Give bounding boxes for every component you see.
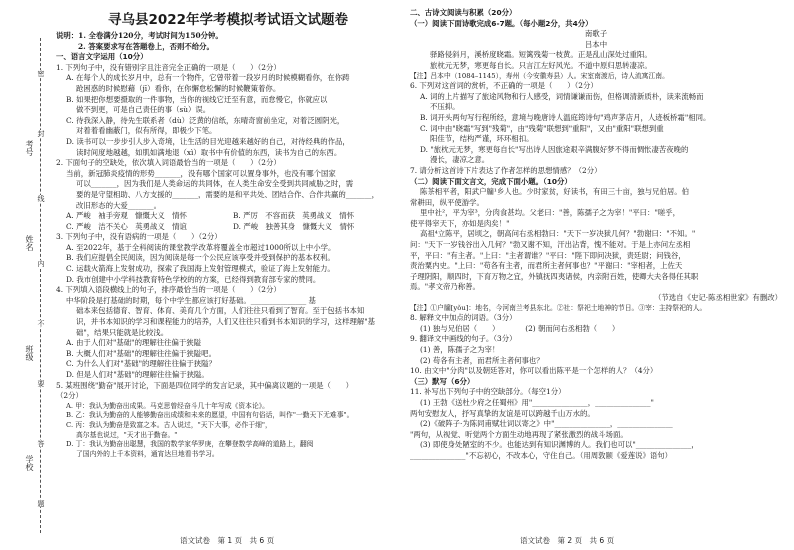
question-5: 5. 某班围绕"勤奋"展开讨论，下面是四位同学的发言记录，其中偏离议题的一项是（ ） <box>56 380 354 390</box>
class-label: 班级 <box>25 345 34 361</box>
option-b: B. 大概人们对"基础"的理解往往偏于狭隘吧。 <box>66 348 216 358</box>
options-row <box>56 222 400 233</box>
seal-mark: 要 <box>37 380 45 387</box>
seal-mark: 内 <box>37 260 45 267</box>
exam-no-label: 考号 <box>25 140 34 156</box>
question-5-score: （2分） <box>56 391 83 401</box>
question-6: 6. 下列对这首词的赏析，不正确的一项是（ ）（2分） <box>410 81 598 91</box>
option-c: C. 丙：我认为勤奋是致富之本。古人说过，"天下大事，必作于细"， <box>66 420 272 429</box>
question-4: 4. 下列填入语段横线上的句子，排序最恰当的一项是（ ）（2分） <box>56 285 281 295</box>
question-11-item-cont: _______________"不忘初心，不改本心，守住自己。（用周敦颐《爱莲说》语句） <box>410 450 673 460</box>
left-column <box>56 8 400 459</box>
classical-text-line: 焉。"孝文帝乃称善。 <box>410 282 480 292</box>
option-b: B. 我们应提倡全民阅读，因为阅读是每一个公民应该享受并受到保护的基本权利。 <box>66 253 335 263</box>
binding-strip <box>0 0 52 550</box>
section-heading: 一、语言文字运用（10分） <box>56 52 148 62</box>
passage-line: 础"，结果只能就是比较浅。 <box>76 327 169 337</box>
passage-line: 要的是守望相助、八方支援的_______，需要的是和平共处、团结合作、合作共赢的_______， <box>76 189 380 199</box>
seal-mark: 答 <box>37 440 45 447</box>
exam-note-1: 说明：1. 全卷满分120分，考试时间为150分钟。 <box>56 31 223 40</box>
option-d-cont: 了国内外的上千本资料，通宵达旦地看书学习。 <box>76 449 219 458</box>
option-c: C. 运载火箭海上发射成功，探索了我国海上发射管理模式，验证了海上发射能力。 <box>66 264 335 274</box>
passage-line: 可以_______，因为我们是人类命运的共同体，在人类生命安全受到共同威胁之时，需 <box>76 179 354 189</box>
option-d: D. 丁：我认为勤奋出聪慧，我国的数学家华罗庚，在攀登数学高峰的道路上，翻阅 <box>66 440 314 449</box>
poem-line: 驿路侵斜月，溪桥度晓霜。短篱残菊一枝黄。正是乱山深处过重阳。 <box>430 50 652 60</box>
option-b: B. 词开头两句写行程所经，意境与晚唐诗人温庭筠诗句"鸡声茅店月，人迹板桥霜"相同。 <box>420 112 711 122</box>
option-a: A. 严峻 袖手旁观 慷慨大义 情怀 <box>66 211 187 221</box>
option-c: C. 严峻 洁不关心 英勇战义 情谊 <box>66 221 187 231</box>
seal-mark: 线 <box>37 195 45 202</box>
poem-note: 【注】吕本中（1084–1145），寿州（今安徽寿县）人。宋室南渡后，诗人流寓江南。 <box>410 71 669 80</box>
option-a-cont: 不压抑。 <box>430 102 460 112</box>
question-11-item-cont: 两句安慰友人，抒写真挚的友谊是可以跨越千山万水的。 <box>410 408 595 418</box>
passage-line: 中华阶段是打基础的时期，每个中学生都应该打好基础。_______________ 基 <box>66 295 316 305</box>
option-c-cont: 高尔基也说过，"天才出于勤奋。" <box>76 430 178 439</box>
name-label: 姓名 <box>25 235 34 251</box>
option-d: D. 读书可以一步步引人步入奇境，让生活的目光迎越来越好的自己，对待经典的作品， <box>66 136 350 146</box>
question-11-item-cont: "两句，从视觉、听觉两个方面生动地再现了紧张激烈的战斗场面。 <box>410 429 628 439</box>
option-a: A. 至2022年，基于全科阅读的课堂教学改革将覆盖全市超过1000所以上中小学。 <box>66 242 336 252</box>
right-column <box>410 8 782 462</box>
question-10: 10. 由文中"分肉"以及朝廷答对，你可以看出陈平是一个怎样的人？（4分） <box>410 366 658 376</box>
option-d: D. 我市创建中小学科技教育特色学校的的方案，已经得到教育部专家的赞同。 <box>66 274 321 284</box>
classical-text-line: 里中社²，平为宰³，分肉食甚均。父老曰："善，陈孺子之为宰！"平曰："嗟乎， <box>420 208 681 218</box>
classical-text-line: 使平得宰天下，亦如是肉矣！" <box>410 218 510 228</box>
text-source: （节选自《史记·陈丞相世家》有删改） <box>654 293 782 303</box>
option-a: A. 甲：我认为勤奋出成果。马克思曾经奋斗几十年写成《资本论》。 <box>66 401 269 410</box>
question-9: 9. 翻译文中画线的句子。（3分） <box>410 334 517 344</box>
classical-text-line: 常耕田，纵平使游学。 <box>410 197 484 207</box>
classical-text-line: 高祖⁴立陈平，居顷之，朝高问右丞相勃曰："天下一岁决狱几何？"勃谢曰："不知。" <box>420 229 696 239</box>
classical-text-line: 问："天下一岁钱谷出入几何？"勃又谢不知，汗出沾背，愧不能对。于是上亦问左丞相 <box>410 240 691 250</box>
section-heading: 二、古诗文阅读与积累（20分） <box>410 8 517 17</box>
question-11-item: (2)《破阵子·为陈同甫赋壮词以寄之》中"_______________，_______________ <box>420 419 673 429</box>
option-a: A. 词的上片描写了旅途风物和行人感受，词情谦谦而伤，但格调清新质朴，读来流畅而 <box>420 91 704 101</box>
option-c-cont: 阳佳节，结构严谨，环环相扣。 <box>430 134 534 144</box>
exam-note-2: 2. 答案要求写在答题卷上，否则不给分。 <box>78 41 214 51</box>
question-2: 2. 下面句子的空缺处，依次填入词语最恰当的一项是（ ）（2分） <box>56 158 281 168</box>
question-7: 7. 请分析这首诗下片表达了作者怎样的思想情感？（2分） <box>410 165 602 175</box>
option-c: C. 为什么人们对"基础"的理解往往偏于狭隘？ <box>66 359 216 369</box>
option-b: B. 如果把你想要摄取的一件事物，当你的视线它迁至有意，而怠慢它，你就应以 <box>66 94 328 104</box>
seal-mark: 不 <box>37 320 45 327</box>
classical-text-line: 子理阴阳，顺四时，下育万物之宜，外镇抚四夷诸侯，内亲附百姓，使卿大夫各得任其职 <box>410 271 699 281</box>
passage-line: 础本来包括德育、智育、体育、美育几个方面，人们往往只看到了智育。至于包括书本知 <box>76 306 365 316</box>
option-a-cont: 跄困惑的时候慰藉（jī）看你，在你懈怠松懈的时候鞭策着你。 <box>76 83 281 93</box>
option-b: B. 乙：我认为勤奋的人能够勤奋出成绩和未来的愿望，中国有句俗话，叫作"一勤天下无难事"。 <box>66 411 354 420</box>
option-d-cont: 漫长，凄凉之意。 <box>430 155 490 165</box>
passage-line: 改旧形态的大爱_______。 <box>76 200 161 210</box>
seal-mark: 题 <box>37 500 45 507</box>
option-c: C. 待我深入静，待先生联系者（dù）泛黄的信纸，东晴奇窗前坐定，对着泛圆阴光， <box>66 115 345 125</box>
passage-line: 识，并书本知识的学习和课程能力的培养，人们又往往只看到书本知识的学习，这样理解"基 <box>76 317 376 327</box>
page-footer-right: 语文试卷 第 2 页 共 6 页 <box>520 536 615 545</box>
seal-mark: 密 <box>37 70 45 77</box>
passage-line: 当前，新冠肺炎疫情的形势_______，没有哪个国家可以置身事外，也没有哪个国家 <box>66 168 336 178</box>
exam-title: 寻乌县2022年学考模拟考试语文试题卷 <box>107 12 349 28</box>
option-d: D. 严峻 独善其身 慷慨大义 情怀 <box>233 221 355 231</box>
classical-text-line: 平，平曰："有主者。"上曰："主者谓谁？"平曰："陛下即问决狱，责廷尉；问钱谷， <box>410 250 686 260</box>
subsection-heading: （一）阅读下面诗歌完成6-7题。（每小题2分，共4分） <box>410 18 593 28</box>
question-9-item: (2) 苟各有主者，而君所主者何事也？ <box>420 355 544 365</box>
poem-line: 旅枕元无梦，寒更每自长。只言江左好风光。不道中原归思转凄凉。 <box>430 60 652 70</box>
question-11-item: (1) 王勃《送杜少府之任蜀州》用"_______________，_______________" <box>420 397 654 407</box>
subsection-heading: （二）阅读下面文言文，完成下面小题。（10分） <box>410 176 572 186</box>
question-11: 11. 补写出下列句子中的空缺部分。（每空1分） <box>410 387 566 397</box>
poem-author: 吕本中 <box>584 39 608 49</box>
question-9-item: (1) 善，陈孺子之为宰！ <box>420 345 500 354</box>
options-row <box>56 211 400 222</box>
option-a: A. 由于人们对"基础"的理解往往偏于狭隘 <box>66 338 202 348</box>
question-11-item: (3) 即使身处陋室的不少。也能达到有知识渊博的人。我们也可以"_______________， <box>420 440 699 450</box>
page-footer-left: 语文试卷 第 1 页 共 6 页 <box>180 536 275 545</box>
question-8-items: (1) 独与兄伯居（ ） (2) 朝而问右丞相勃（ ） <box>420 323 620 333</box>
option-b-cont: 做不到更，可是自己责任的事（sù）误。 <box>76 105 211 115</box>
poem-title: 南歌子 <box>584 29 608 39</box>
classical-text-line: 责治粟内史。"上曰："苟各有主者，而君所主者何事也？"平谢曰："宰相者，上佐天 <box>410 261 683 271</box>
question-8: 8. 解释文中加点的词语。（3分） <box>410 313 517 323</box>
seal-mark: 封 <box>37 130 45 137</box>
school-label: 学校 <box>25 455 34 471</box>
question-3: 3. 下列句子中，没有语病的一项是（ ）（2分） <box>56 232 222 242</box>
option-d: D. "旅枕元无梦，寒更每自长"写出诗人因旅途艰辛满腹好梦不得而惆怅凄苦夜晚的 <box>420 144 689 154</box>
option-a: A. 在每个人的成长岁月中，总有一个物件，它曾带着一段岁月的时候模糊看你，在你踌 <box>66 73 350 83</box>
subsection-heading: （三）默写（6分） <box>410 376 475 386</box>
option-c-cont: 对着着看幽蔽门，似有所得，即极少下笔。 <box>76 126 217 136</box>
option-b: B. 严厉 不容而获 英勇战义 情怀 <box>233 211 354 221</box>
option-d-cont: 读时间度地越越，如肌如满地退（xì）取书中有价值的东西，读书为自己的东西。 <box>76 147 342 157</box>
option-d: D. 但是人们对"基础"的理解往往偏于狭隘。 <box>66 370 209 379</box>
text-note: 【注】①户牖[yǒu]：地名，今河南兰考县东北。②社：祭祀土地神的节日。③宰：主持祭祀的人。 <box>410 303 707 312</box>
cut-line <box>40 38 41 533</box>
question-1: 1. 下列句子中，没有错别字且注音完全正确的一项是（ ）（2分） <box>56 62 281 72</box>
option-c: C. 词中由"晓霜"写到"残菊"，由"残菊"联想到"重阳"，又由"重阳"联想到重 <box>420 123 664 133</box>
classical-text-line: 陈茶相平者，阳武户牖¹乡人也。少时家贫，好读书，有田三十亩，独与兄伯居。伯 <box>420 187 690 197</box>
